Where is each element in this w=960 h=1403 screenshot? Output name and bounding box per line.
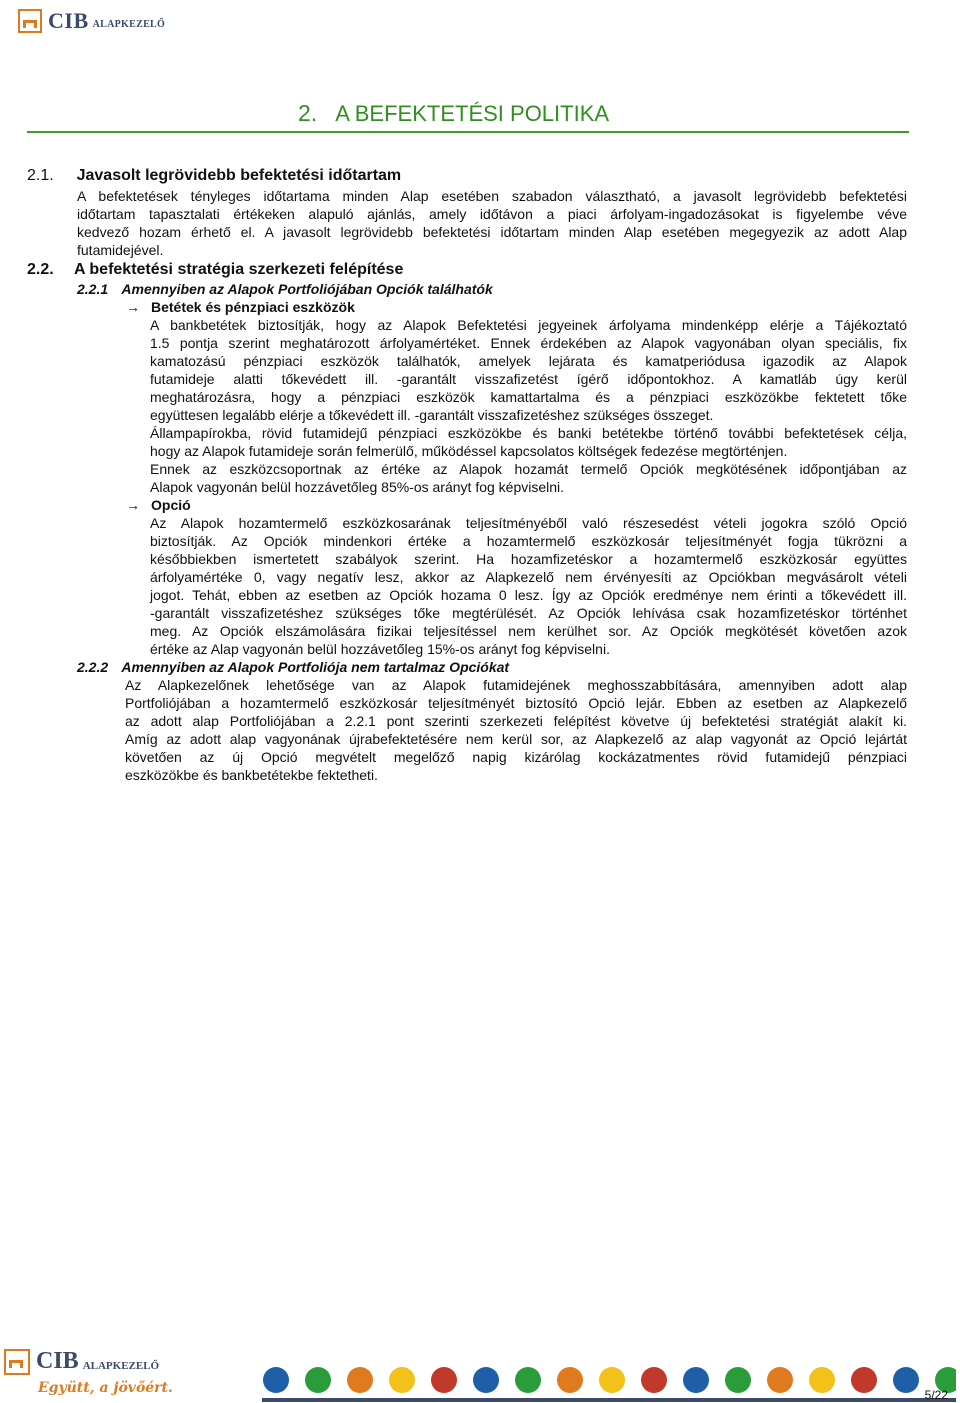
- paragraph-line: Alapok vagyonán belül hozzávetőleg 85%-os arányt fog képviselni.: [150, 479, 565, 495]
- paragraph-line: Ennek az eszközcsoportnak az értéke az Alapok hozamát termelő Opciók megkötésének időpontjában az: [150, 461, 907, 477]
- paragraph-line: futamideje alatti tőkevédett ill. -garantált visszafizetést ígérő időpontokhoz. A kamatláb úgy kerül: [150, 371, 907, 387]
- paragraph-line: kamatozású pénzpiaci eszközök találhatók, amelyek lejárata és kamatperiódusa igazodik az Alapok: [150, 353, 907, 369]
- paragraph-line: futamidejével.: [77, 242, 164, 258]
- subsection-number: 2.2.2: [77, 659, 109, 675]
- section-2-1-heading: [27, 167, 401, 185]
- subsection-title: Amennyiben az Alapok Portfoliója nem tartalmaz Opciókat: [121, 659, 510, 675]
- decorative-dot: [431, 1367, 457, 1393]
- paragraph-line: Az Alapkezelőnek lehetősége van az Alapok futamidejének meghosszabbítására, amennyiben adott alap: [125, 677, 907, 693]
- paragraph-line: -garantált visszafizetéshez szükséges tőke megtérülését. Az Opciók lehívása csak hozamfizetéskor történhet: [150, 605, 907, 621]
- decorative-dot: [473, 1367, 499, 1393]
- decorative-dot: [725, 1367, 751, 1393]
- header-logo: [18, 8, 165, 34]
- arrow-right-icon: →: [126, 497, 140, 513]
- paragraph-line: Amíg az adott alap vagyonának újrabefektetésére nem kerül sor, az Alapkezelő az alap vagyonát az Opció lejártát: [125, 731, 907, 747]
- section-title: A befektetési stratégia szerkezeti felépítése: [74, 261, 404, 278]
- footer-slogan: Együtt, a jövőért.: [38, 1380, 173, 1396]
- paragraph-line: A befektetések tényleges időtartama minden Alap esetében szabadon választható, a javasolt legrövidebb befektetési: [77, 188, 907, 204]
- paragraph-line: együttesen legalább elérje a tőkevédett ill. -garantált visszafizetéshez szükséges összeget.: [150, 407, 714, 423]
- paragraph-line: kedvező hozam érhető el. A javasolt legrövidebb befektetési időtartam minden Alap esetében megegyezik az adott Alap: [77, 224, 907, 240]
- subsection-2-2-1-heading: [77, 280, 493, 298]
- paragraph-line: A bankbetétek biztosítják, hogy az Alapok Befektetési jegyeinek árfolyama mindenképp elérje a Tájékoztató: [150, 317, 907, 333]
- paragraph-line: biztosítják. Az Opciók mindenkori értéke a hozamtermelő eszközkosár teljesítményét fogja tükrözni a: [150, 533, 907, 549]
- paragraph-line: későbbiekben ismertetett szabályok szerint. Ha hozamfizetéskor a hozamtermelő eszközkosár együttes: [150, 551, 907, 567]
- decorative-dot: [515, 1367, 541, 1393]
- decorative-dot: [767, 1367, 793, 1393]
- arrow-right-icon: →: [126, 299, 140, 315]
- footer-logo-subtitle: ALAPKEZELŐ: [82, 1359, 160, 1372]
- paragraph-line: értéke az Alap vagyonán belül hozzávetőleg 15%-os arányt fog képviselni.: [150, 641, 610, 657]
- subsection-title: Amennyiben az Alapok Portfoliójában Opciók találhatók: [121, 281, 493, 297]
- paragraph-line: 1.5 pontja szerint meghatározott árfolyamértéket. Ennek érdekében az Alapok vagyonában olyan speciális, fix: [150, 335, 907, 351]
- paragraph-line: eszközökbe és bankbetétekbe fektetheti.: [125, 767, 378, 783]
- subsection-number: 2.2.1: [77, 281, 109, 297]
- section-2-2-heading: [27, 261, 403, 279]
- section-number: 2.2.: [27, 261, 54, 278]
- section-title: Javasolt legrövidebb befektetési időtartam: [76, 167, 402, 184]
- chapter-title: A BEFEKTETÉSI POLITIKA: [335, 101, 610, 126]
- section-number: 2.1.: [27, 167, 54, 184]
- footer-stripe: [262, 1398, 956, 1402]
- decorative-dot: [893, 1367, 919, 1393]
- paragraph-line: Állampapírokba, rövid futamidejű pénzpiaci eszközökbe és banki betétekbe történő további befektetések célja,: [150, 425, 907, 441]
- decorative-dots: [262, 1365, 956, 1395]
- chapter-number: 2.: [298, 100, 318, 126]
- paragraph-line: Portfoliójában a hozamtermelő eszközkosár teljesítményét biztosító Opció lejár. Ebben az esetben az Alapkezelő: [125, 695, 907, 711]
- logo-subtitle: ALAPKEZELŐ: [92, 18, 166, 30]
- decorative-dot: [263, 1367, 289, 1393]
- page-footer: [0, 1340, 960, 1403]
- logo-name: CIB: [48, 8, 89, 33]
- decorative-dot: [557, 1367, 583, 1393]
- subsection-2-2-2-heading: [77, 658, 509, 676]
- bullet-title: Betétek és pénzpiaci eszközök: [151, 299, 355, 315]
- decorative-dot: [641, 1367, 667, 1393]
- chapter-divider: [27, 131, 909, 133]
- chapter-heading: [298, 100, 609, 127]
- decorative-dot: [599, 1367, 625, 1393]
- footer-logo-name: CIB: [36, 1348, 79, 1374]
- cib-logo-icon: [18, 9, 42, 33]
- paragraph-line: jogot. Tehát, ebben az esetben az Opciók hozama 0 lesz. Így az Opciók eredménye nem érinti a tőkevédett ill.: [150, 587, 907, 603]
- decorative-dot: [809, 1367, 835, 1393]
- bullet-title: Opció: [151, 497, 191, 513]
- paragraph-line: hogy az Alapok futamideje során felmerülő, működéssel kapcsolatos költségek fedezése megtörténjen.: [150, 443, 788, 459]
- page-number: 5/22: [924, 1388, 948, 1402]
- paragraph-line: meghatározásra, hogy a pénzpiaci eszközök kamattartalma és a pénzpiaci eszközökbe fektetett tőke: [150, 389, 907, 405]
- paragraph-line: időtartam tapasztalati értékeken alapuló ajánlás, amely időtávon a piaci árfolyam-ingadozásokat is figyelembe véve: [77, 206, 907, 222]
- decorative-dot: [683, 1367, 709, 1393]
- footer-logo: [4, 1348, 159, 1375]
- decorative-dot: [389, 1367, 415, 1393]
- paragraph-line: az adott alap Portfoliójában a 2.2.1 pont szerinti szerkezeti felépítést követve új befektetési stratégiát alakít ki.: [125, 713, 907, 729]
- decorative-dot: [347, 1367, 373, 1393]
- decorative-dot: [305, 1367, 331, 1393]
- paragraph-line: Az Alapok hozamtermelő eszközkosarának teljesítményéből való részesedést vételi jogokra szóló Opció: [150, 515, 907, 531]
- paragraph-line: követően az új Opció megvételt megelőző napig kizárólag kockázatmentes rövid futamidejű pénzpiaci: [125, 749, 907, 765]
- paragraph-line: meg. Az Opciók elszámolására fizikai teljesítéssel nem kerülhet sor. Az Opciók megkötését követően azok: [150, 623, 907, 639]
- paragraph-line: árfolyamértéke 0, vagy negatív lesz, akkor az Alapkezelő nem érvényesíti az Opciókban megvásárolt vételi: [150, 569, 907, 585]
- cib-logo-icon: [4, 1349, 30, 1375]
- decorative-dot: [851, 1367, 877, 1393]
